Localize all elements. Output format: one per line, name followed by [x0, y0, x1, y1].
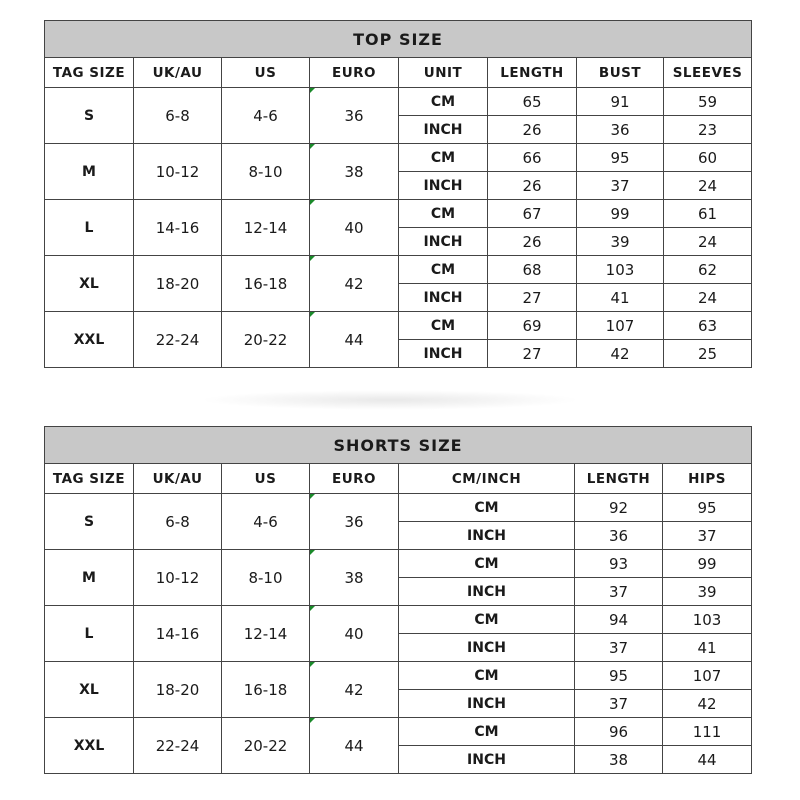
table-row: [45, 200, 752, 228]
table-row: [45, 662, 752, 690]
uk-au-cell: 14-16: [134, 200, 222, 256]
header-euro: EURO: [310, 58, 399, 88]
length-cell: 26: [488, 116, 577, 144]
hips-cell: 39: [663, 578, 752, 606]
header-bust: BUST: [577, 58, 664, 88]
faint-smudge: [200, 390, 580, 410]
shorts-size-body: [45, 494, 752, 774]
length-cell: 95: [575, 662, 663, 690]
tag-size-cell: XXL: [45, 312, 134, 368]
bust-cell: 107: [577, 312, 664, 340]
unit-cell: CM: [399, 88, 488, 116]
euro-cell: 38: [310, 144, 399, 200]
us-cell: 4-6: [222, 88, 310, 144]
euro-cell: 36: [310, 494, 399, 550]
unit-cell: INCH: [399, 172, 488, 200]
length-cell: 93: [575, 550, 663, 578]
length-cell: 27: [488, 284, 577, 312]
hips-cell: 95: [663, 494, 752, 522]
header-uk-au: UK/AU: [134, 58, 222, 88]
us-cell: 16-18: [222, 256, 310, 312]
hips-cell: 103: [663, 606, 752, 634]
bust-cell: 37: [577, 172, 664, 200]
uk-au-cell: 14-16: [134, 606, 222, 662]
bust-cell: 103: [577, 256, 664, 284]
length-cell: 36: [575, 522, 663, 550]
length-cell: 66: [488, 144, 577, 172]
unit-cell: CM: [399, 718, 575, 746]
sleeves-cell: 25: [664, 340, 752, 368]
length-cell: 38: [575, 746, 663, 774]
euro-cell: 42: [310, 662, 399, 718]
euro-cell: 44: [310, 718, 399, 774]
sleeves-cell: 24: [664, 284, 752, 312]
uk-au-cell: 10-12: [134, 550, 222, 606]
header-sleeves: SLEEVES: [664, 58, 752, 88]
us-cell: 8-10: [222, 144, 310, 200]
hips-cell: 42: [663, 690, 752, 718]
tag-size-cell: L: [45, 200, 134, 256]
unit-cell: INCH: [399, 690, 575, 718]
us-cell: 20-22: [222, 312, 310, 368]
bust-cell: 91: [577, 88, 664, 116]
top-size-body: [45, 88, 752, 368]
unit-cell: INCH: [399, 746, 575, 774]
sleeves-cell: 62: [664, 256, 752, 284]
unit-cell: CM: [399, 200, 488, 228]
table-row: [45, 144, 752, 172]
euro-cell: 38: [310, 550, 399, 606]
uk-au-cell: 10-12: [134, 144, 222, 200]
header-length: LENGTH: [488, 58, 577, 88]
uk-au-cell: 6-8: [134, 88, 222, 144]
unit-cell: INCH: [399, 578, 575, 606]
header-cm-inch: CM/INCH: [399, 464, 575, 494]
unit-cell: CM: [399, 144, 488, 172]
us-cell: 12-14: [222, 606, 310, 662]
header-uk-au: UK/AU: [134, 464, 222, 494]
hips-cell: 44: [663, 746, 752, 774]
length-cell: 26: [488, 172, 577, 200]
table-row: [45, 312, 752, 340]
length-cell: 37: [575, 578, 663, 606]
length-cell: 96: [575, 718, 663, 746]
header-length: LENGTH: [575, 464, 663, 494]
us-cell: 20-22: [222, 718, 310, 774]
bust-cell: 95: [577, 144, 664, 172]
tag-size-cell: XL: [45, 256, 134, 312]
us-cell: 8-10: [222, 550, 310, 606]
length-cell: 69: [488, 312, 577, 340]
euro-cell: 40: [310, 606, 399, 662]
uk-au-cell: 22-24: [134, 312, 222, 368]
tag-size-cell: M: [45, 550, 134, 606]
hips-cell: 37: [663, 522, 752, 550]
tag-size-cell: L: [45, 606, 134, 662]
uk-au-cell: 6-8: [134, 494, 222, 550]
sleeves-cell: 59: [664, 88, 752, 116]
length-cell: 26: [488, 228, 577, 256]
length-cell: 65: [488, 88, 577, 116]
length-cell: 67: [488, 200, 577, 228]
bust-cell: 36: [577, 116, 664, 144]
unit-cell: CM: [399, 256, 488, 284]
uk-au-cell: 22-24: [134, 718, 222, 774]
unit-cell: CM: [399, 312, 488, 340]
unit-cell: CM: [399, 662, 575, 690]
unit-cell: INCH: [399, 228, 488, 256]
euro-cell: 36: [310, 88, 399, 144]
bust-cell: 41: [577, 284, 664, 312]
header-tag-size: TAG SIZE: [45, 58, 134, 88]
bust-cell: 99: [577, 200, 664, 228]
length-cell: 68: [488, 256, 577, 284]
length-cell: 92: [575, 494, 663, 522]
header-us: US: [222, 58, 310, 88]
table-row: [45, 256, 752, 284]
length-cell: 37: [575, 634, 663, 662]
unit-cell: CM: [399, 550, 575, 578]
header-us: US: [222, 464, 310, 494]
header-unit: UNIT: [399, 58, 488, 88]
tag-size-cell: XXL: [45, 718, 134, 774]
shorts-size-table: [44, 426, 752, 774]
table-row: [45, 606, 752, 634]
sleeves-cell: 63: [664, 312, 752, 340]
euro-cell: 44: [310, 312, 399, 368]
top-size-title: TOP SIZE: [45, 21, 752, 58]
length-cell: 27: [488, 340, 577, 368]
sleeves-cell: 24: [664, 172, 752, 200]
euro-cell: 40: [310, 200, 399, 256]
unit-cell: CM: [399, 606, 575, 634]
us-cell: 12-14: [222, 200, 310, 256]
sleeves-cell: 60: [664, 144, 752, 172]
top-size-table: [44, 20, 752, 368]
tag-size-cell: M: [45, 144, 134, 200]
table-row: [45, 718, 752, 746]
bust-cell: 39: [577, 228, 664, 256]
table-row: [45, 88, 752, 116]
bust-cell: 42: [577, 340, 664, 368]
table-row: [45, 494, 752, 522]
header-euro: EURO: [310, 464, 399, 494]
uk-au-cell: 18-20: [134, 662, 222, 718]
sleeves-cell: 61: [664, 200, 752, 228]
euro-cell: 42: [310, 256, 399, 312]
unit-cell: INCH: [399, 522, 575, 550]
table-row: [45, 550, 752, 578]
unit-cell: INCH: [399, 340, 488, 368]
length-cell: 94: [575, 606, 663, 634]
us-cell: 4-6: [222, 494, 310, 550]
length-cell: 37: [575, 690, 663, 718]
hips-cell: 111: [663, 718, 752, 746]
unit-cell: INCH: [399, 116, 488, 144]
tag-size-cell: XL: [45, 662, 134, 718]
hips-cell: 107: [663, 662, 752, 690]
us-cell: 16-18: [222, 662, 310, 718]
header-tag-size: TAG SIZE: [45, 464, 134, 494]
uk-au-cell: 18-20: [134, 256, 222, 312]
hips-cell: 99: [663, 550, 752, 578]
sleeves-cell: 23: [664, 116, 752, 144]
sleeves-cell: 24: [664, 228, 752, 256]
hips-cell: 41: [663, 634, 752, 662]
shorts-size-title: SHORTS SIZE: [45, 427, 752, 464]
unit-cell: CM: [399, 494, 575, 522]
tag-size-cell: S: [45, 88, 134, 144]
unit-cell: INCH: [399, 284, 488, 312]
header-hips: HIPS: [663, 464, 752, 494]
tag-size-cell: S: [45, 494, 134, 550]
unit-cell: INCH: [399, 634, 575, 662]
